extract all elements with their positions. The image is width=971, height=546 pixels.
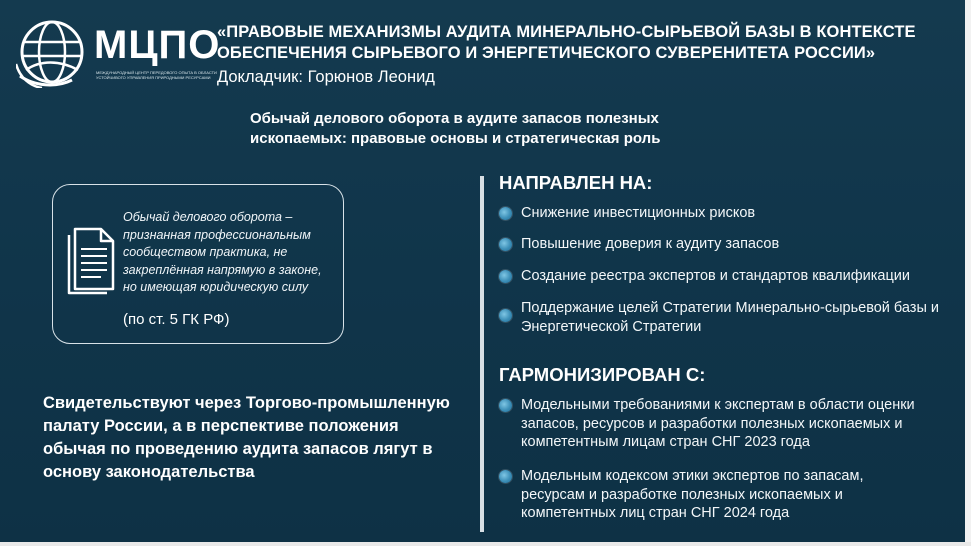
logo [16, 14, 221, 94]
bullet-icon [499, 470, 512, 483]
logo-name: МЦПО [94, 23, 221, 67]
definition-reference: (по ст. 5 ГК РФ) [123, 311, 230, 328]
bullet-icon [499, 207, 512, 220]
document-icon [61, 219, 117, 295]
bullet-icon [499, 309, 512, 322]
speaker: Докладчик: Горюнов Леонид [217, 68, 435, 86]
bullet-icon [499, 399, 512, 412]
directed-item: Поддержание целей Стратегии Минерально-сырьевой базы и Энергетической Стратегии [499, 299, 939, 336]
vertical-divider [480, 176, 484, 532]
bullet-icon [499, 270, 512, 283]
directed-item: Создание реестра экспертов и стандартов квалификации [499, 267, 959, 286]
bullet-icon [499, 238, 512, 251]
harmonized-heading: ГАРМОНИЗИРОВАН С: [499, 364, 706, 385]
section-subtitle: Обычай делового оборота в аудите запасов полезных ископаемых: правовые основы и стратегическая роль [250, 110, 661, 147]
directed-item: Снижение инвестиционных рисков [499, 204, 959, 223]
globe-logo-icon [16, 16, 88, 88]
definition-text: Обычай делового оборота – признанная профессиональным сообществом практика, не закреплённая напрямую в законе, но имеющая юридическую силу [123, 210, 322, 294]
logo-subtitle: МЕЖДУНАРОДНЫЙ ЦЕНТР ПЕРЕДОВОГО ОПЫТА В ОБЛАСТИ УСТОЙЧИВОГО УПРАВЛЕНИЯ ПРИРОДНЫМИ РЕСУРСАМИ [96, 70, 217, 80]
left-statement: Свидетельствуют через Торгово-промышленную палату России, а в перспективе положения обычая по проведению аудита запасов лягут в основу законодательства [43, 394, 450, 481]
page-title: «ПРАВОВЫЕ МЕХАНИЗМЫ АУДИТА МИНЕРАЛЬНО-СЫРЬЕВОЙ БАЗЫ В КОНТЕКСТЕ ОБЕСПЕЧЕНИЯ СЫРЬЕВОГО И ЭНЕРГЕТИЧЕСКОГО СУВЕРЕНИТЕТА РОССИИ» [217, 23, 916, 62]
bottom-edge [0, 542, 971, 546]
definition-card [52, 184, 344, 344]
directed-item: Повышение доверия к аудиту запасов [499, 235, 959, 254]
directed-heading: НАПРАВЛЕН НА: [499, 172, 653, 193]
harmonized-item: Модельными требованиями к экспертам в области оценки запасов, ресурсов и разработки полезных ископаемых и компетентным лицам стран СНГ 2023 года [499, 396, 944, 452]
right-edge [965, 0, 971, 546]
harmonized-item: Модельным кодексом этики экспертов по запасам, ресурсам и разработке полезных ископаемых и компетентных лиц стран СНГ 2024 года [499, 467, 919, 523]
